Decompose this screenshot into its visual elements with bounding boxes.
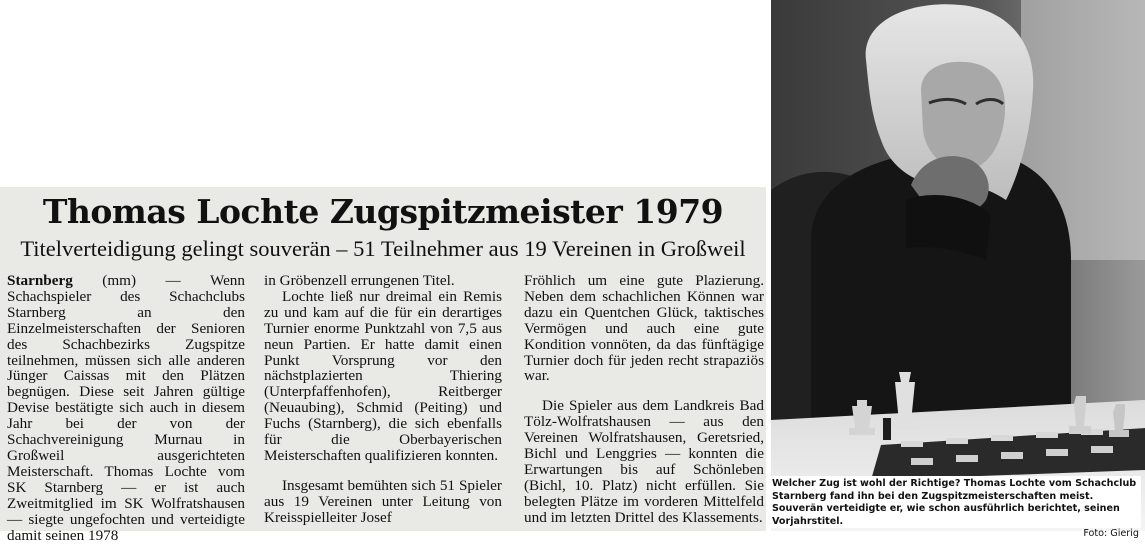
paragraph-district-players: Die Spieler aus dem Landkreis Bad Tölz-Wolfratshausen — aus den Vereinen Wolfratshausen, Geretsried, Bichl und Lenggries — konnten die Erwartungen bis auf Schönleben (Bichl, 10. Platz) nicht erfüllen. Sie belegten Plätze im vorderen Mittelfeld und im letzten Drittel des Klassements. <box>524 397 764 526</box>
paragraph-intro <box>7 273 245 543</box>
article-column-3 <box>524 273 764 526</box>
paragraph-conditions: Fröhlich um eine gute Plazierung. Neben dem schachlichen Können war dazu ein Quentchen Glück, taktisches Vermögen und auch eine gute Kondition vonnöten, da das fünftägige Turnier doch für jeden recht strapaziös war. <box>524 272 764 385</box>
paragraph-participants: Insgesamt bemühten sich 51 Spieler aus 19 Vereinen unter Leitung von Kreisspielleiter Josef <box>264 476 502 526</box>
chess-player-photo <box>771 0 1145 531</box>
paragraph-continuation: in Gröbenzell errungenen Titel. <box>264 272 455 289</box>
article-column-1 <box>7 273 245 543</box>
article-column-2 <box>264 273 502 526</box>
caption-text: Welcher Zug ist wohl der Richtige? Thomas Lochte vom Schachclub Starnberg fand ihn bei den Zugspitzmeisterschaften meist. Souverän verteidigte er, wie schon ausführlich berichtet, seinen Vorjahrstitel. <box>772 478 1137 527</box>
headline: Thomas Lochte Zugspitzmeister 1979 <box>42 192 724 231</box>
subheadline: Titelverteidigung gelingt souverän – 51 Teilnehmer aus 19 Vereinen in Großweil <box>20 236 746 261</box>
dateline-text: (mm) — Wenn Schachspieler des Schachclubs Starnberg an den Einzelmeisterschaften der Senioren des Schachbezirks Zugspitze teilnehmen, müssen sich alle anderen Jünger Caissas mit den Plätzen begnügen. Diese seit Jahren gültige Devise bestätigte sich auch in diesem Jahr bei der von der Schachvereinigung Murnau in Großweil ausgerichteten Meisterschaft. Thomas Lochte vom SK Starnberg — er ist auch Zweitmitglied im SK Wolfratshausen — siegte ungefochten und verteidigte damit seinen 1978 <box>7 272 245 544</box>
photo-credit: Foto: Gierig <box>1083 528 1139 539</box>
paragraph-results: Lochte ließ nur dreimal ein Remis zu und kam auf die für ein derartiges Turnier enorme Punktzahl von 7,5 aus neun Partien. Er hatte damit einen Punkt Vorsprung vor den nächstplazierten Thiering (Unterpfaffenhofen), Reitberger (Neuaubing), Schmid (Peiting) und Fuchs (Starnberg), die sich ebenfalls für die Oberbayerischen Meisterschaften qualifizieren konnten. <box>264 287 502 464</box>
photo-caption <box>769 476 1141 539</box>
dateline-place: Starnberg <box>7 272 73 289</box>
